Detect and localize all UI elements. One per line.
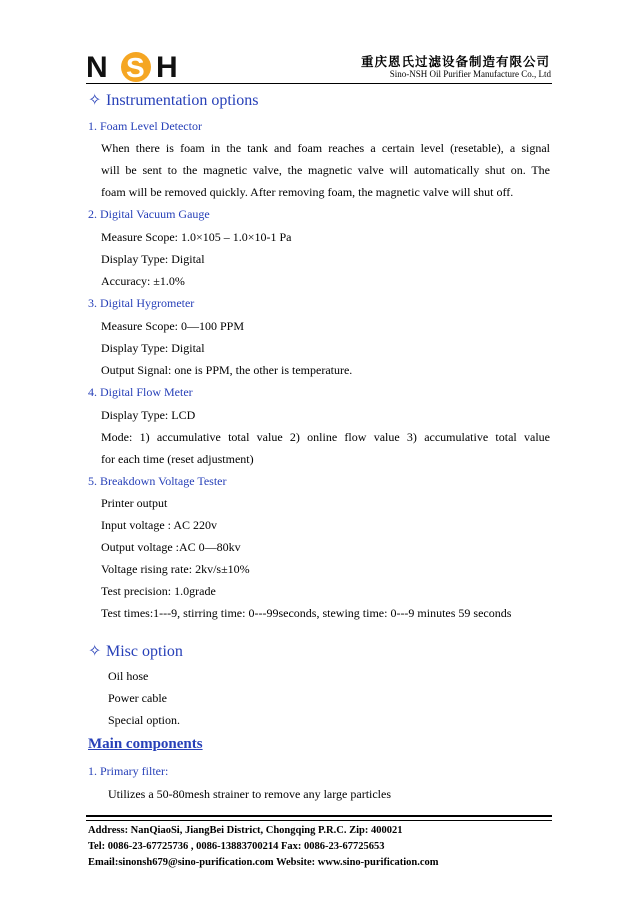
voltage-tester-spec: Voltage rising rate: 2kv/s±10% <box>101 562 250 576</box>
company-name-en: Sino-NSH Oil Purifier Manufacture Co., Ltd <box>389 69 551 79</box>
item-heading-foam-detector: 1. Foam Level Detector <box>88 119 202 133</box>
voltage-tester-spec: Printer output <box>101 496 168 510</box>
misc-item: Oil hose <box>108 669 149 683</box>
svg-text:S: S <box>126 52 145 83</box>
item-heading-voltage-tester: 5. Breakdown Voltage Tester <box>88 474 227 488</box>
footer-divider-thin <box>86 820 552 821</box>
foam-detector-text-line: will be sent to the magnetic valve, the magnetic valve will automatically shut on. The <box>101 163 550 177</box>
misc-item: Power cable <box>108 691 167 705</box>
item-heading-hygrometer: 3. Digital Hygrometer <box>88 296 195 310</box>
flow-meter-spec: Mode: 1) accumulative total value 2) online flow value 3) accumulative total value <box>101 430 550 444</box>
vacuum-gauge-spec: Display Type: Digital <box>101 252 205 266</box>
voltage-tester-spec: Test times:1---9, stirring time: 0---99seconds, stewing time: 0---9 minutes 59 seconds <box>101 606 512 620</box>
footer-divider-thick <box>86 815 552 817</box>
svg-text:N: N <box>86 51 108 84</box>
vacuum-gauge-spec: Accuracy: ±1.0% <box>101 274 185 288</box>
section-title-instrumentation: ✧ Instrumentation options <box>88 92 259 109</box>
company-logo <box>86 50 186 84</box>
voltage-tester-spec: Input voltage : AC 220v <box>101 518 217 532</box>
company-name-cn: 重庆恩氏过滤设备制造有限公司 <box>360 54 550 69</box>
foam-detector-text-line: foam will be removed quickly. After removing foam, the magnetic valve will shut off. <box>101 185 514 199</box>
flow-meter-spec: for each time (reset adjustment) <box>101 452 254 466</box>
item-heading-vacuum-gauge: 2. Digital Vacuum Gauge <box>88 207 210 221</box>
diamond-bullet-icon: ✧ <box>88 643 102 660</box>
hygrometer-spec: Output Signal: one is PPM, the other is temperature. <box>101 363 353 377</box>
voltage-tester-spec: Test precision: 1.0grade <box>101 584 216 598</box>
svg-text:H: H <box>156 51 178 84</box>
item-heading-primary-filter: 1. Primary filter: <box>88 764 169 778</box>
footer-address: Address: NanQiaoSi, JiangBei District, Chongqing P.R.C. Zip: 400021 <box>88 825 403 836</box>
footer-phone: Tel: 0086-23-67725736 , 0086-13883700214 Fax: 0086-23-67725653 <box>88 841 385 852</box>
foam-detector-text-line: When there is foam in the tank and foam reaches a certain level (resetable), a signal <box>101 141 550 155</box>
item-heading-flow-meter: 4. Digital Flow Meter <box>88 385 193 399</box>
section-title-main-components: Main components <box>88 736 203 752</box>
flow-meter-spec: Display Type: LCD <box>101 408 196 422</box>
hygrometer-spec: Measure Scope: 0—100 PPM <box>101 319 244 333</box>
section-title-misc: ✧ Misc option <box>88 643 183 660</box>
footer-contact: Email:sinonsh679@sino-purification.com Website: www.sino-purification.com <box>88 857 439 868</box>
misc-item: Special option. <box>108 713 180 727</box>
primary-filter-text: Utilizes a 50-80mesh strainer to remove any large particles <box>108 787 392 801</box>
diamond-bullet-icon: ✧ <box>88 92 102 109</box>
voltage-tester-spec: Output voltage :AC 0—80kv <box>101 540 241 554</box>
hygrometer-spec: Display Type: Digital <box>101 341 205 355</box>
vacuum-gauge-spec: Measure Scope: 1.0×105 – 1.0×10-1 Pa <box>101 230 292 244</box>
header-divider <box>86 83 552 84</box>
